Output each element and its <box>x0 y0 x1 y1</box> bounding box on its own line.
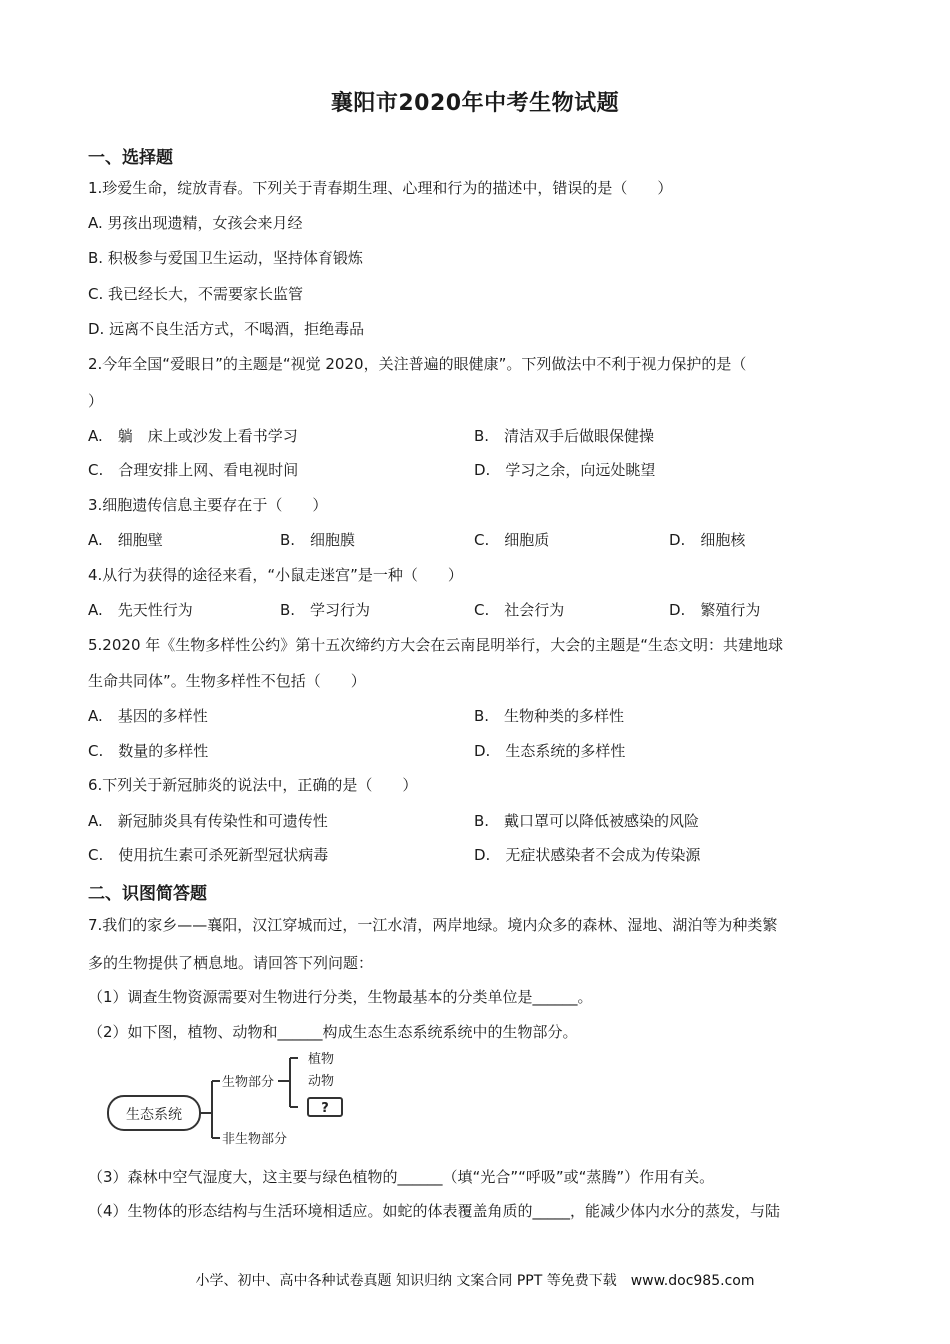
question-6-option-c: C. 使用抗生素可杀死新型冠状病毒 <box>88 846 329 864</box>
question-3-option-c: C. 细胞质 <box>474 531 550 549</box>
question-3-option-a: A. 细胞壁 <box>88 531 163 549</box>
question-4-option-a: A. 先天性行为 <box>88 601 193 619</box>
section-heading-choice: 一、选择题 <box>88 148 173 168</box>
question-5-stem: 5.2020 年《生物多样性公约》第十五次缔约方大会在云南昆明举行，大会的主题是“生态文明：共建地球 <box>88 636 784 654</box>
animal-label: 动物 <box>308 1074 335 1089</box>
question-mark-icon: ? <box>321 1101 329 1116</box>
question-3-option-d: D. 细胞核 <box>669 531 746 549</box>
plant-label: 植物 <box>308 1052 335 1067</box>
question-3-stem: 3.细胞遗传信息主要存在于（ ） <box>88 496 328 514</box>
question-4-stem: 4.从行为获得的途径来看，“小鼠走迷宫”是一种（ ） <box>88 566 463 584</box>
question-2-option-b: B. 清洁双手后做眼保健操 <box>474 427 655 445</box>
question-6-option-d: D. 无症状感染者不会成为传染源 <box>474 846 701 864</box>
question-4-option-b: B. 学习行为 <box>280 601 371 619</box>
question-6-option-a: A. 新冠肺炎具有传染性和可遗传性 <box>88 812 328 830</box>
question-5-option-b: B. 生物种类的多样性 <box>474 707 625 725</box>
question-7-part-4: （4）生物体的形态结构与生活环境相适应。如蛇的体表覆盖角质的_____，能减少体内水分的蒸发，与陆 <box>88 1202 781 1220</box>
ecosystem-diagram <box>100 1050 360 1150</box>
section-heading-diagram: 二、识图简答题 <box>88 884 207 904</box>
question-2-option-a: A. 躺 床上或沙发上看书学习 <box>88 427 298 445</box>
question-5-stem-cont: 生命共同体”。生物多样性不包括（ ） <box>88 672 366 690</box>
question-7-stem: 7.我们的家乡——襄阳，汉江穿城而过，一江水清，两岸地绿。境内众多的森林、湿地、湖泊等为种类繁 <box>88 916 778 934</box>
footer-text: 小学、初中、高中各种试卷真题 知识归纳 文案合同 PPT 等免费下载 www.doc985.com <box>195 1273 755 1289</box>
question-2-stem-cont: ） <box>88 392 104 410</box>
question-4-option-d: D. 繁殖行为 <box>669 601 761 619</box>
question-3-option-b: B. 细胞膜 <box>280 531 356 549</box>
question-2-option-d: D. 学习之余，向远处眺望 <box>474 461 656 479</box>
nonbio-part-label: 非生物部分 <box>222 1132 288 1147</box>
question-6-stem: 6.下列关于新冠肺炎的说法中，正确的是（ ） <box>88 776 418 794</box>
question-5-option-d: D. 生态系统的多样性 <box>474 742 626 760</box>
question-1-option-d: D. 远离不良生活方式，不喝酒，拒绝毒品 <box>88 320 365 338</box>
question-1-stem: 1.珍爱生命，绽放青春。下列关于青春期生理、心理和行为的描述中，错误的是（ ） <box>88 179 673 197</box>
bio-part-label: 生物部分 <box>222 1075 275 1090</box>
question-1-option-a: A. 男孩出现遗精，女孩会来月经 <box>88 214 303 232</box>
question-6-option-b: B. 戴口罩可以降低被感染的风险 <box>474 812 700 830</box>
question-5-option-a: A. 基因的多样性 <box>88 707 208 725</box>
question-2-stem: 2.今年全国“爱眼日”的主题是“视觉 2020，关注普遍的眼健康”。下列做法中不利于视力保护的是（ <box>88 355 747 373</box>
question-1-option-b: B. 积极参与爱国卫生运动，坚持体育锻炼 <box>88 249 363 267</box>
question-7-part-3: （3）森林中空气湿度大，这主要与绿色植物的______（填“光合”“呼吸”或“蒸腾”）作用有关。 <box>88 1168 715 1186</box>
question-4-option-c: C. 社会行为 <box>474 601 565 619</box>
question-1-option-c: C. 我已经长大，不需要家长监管 <box>88 285 304 303</box>
question-7-part-1: （1）调查生物资源需要对生物进行分类，生物最基本的分类单位是______。 <box>88 988 593 1006</box>
ecosystem-label: 生态系统 <box>126 1107 182 1123</box>
page-title: 襄阳市2020年中考生物试题 <box>330 91 620 116</box>
question-7-part-2: （2）如下图，植物、动物和______构成生态生态系统系统中的生物部分。 <box>88 1023 578 1041</box>
question-2-option-c: C. 合理安排上网、看电视时间 <box>88 461 299 479</box>
question-7-stem-cont: 多的生物提供了栖息地。请回答下列问题： <box>88 954 374 972</box>
question-5-option-c: C. 数量的多样性 <box>88 742 209 760</box>
